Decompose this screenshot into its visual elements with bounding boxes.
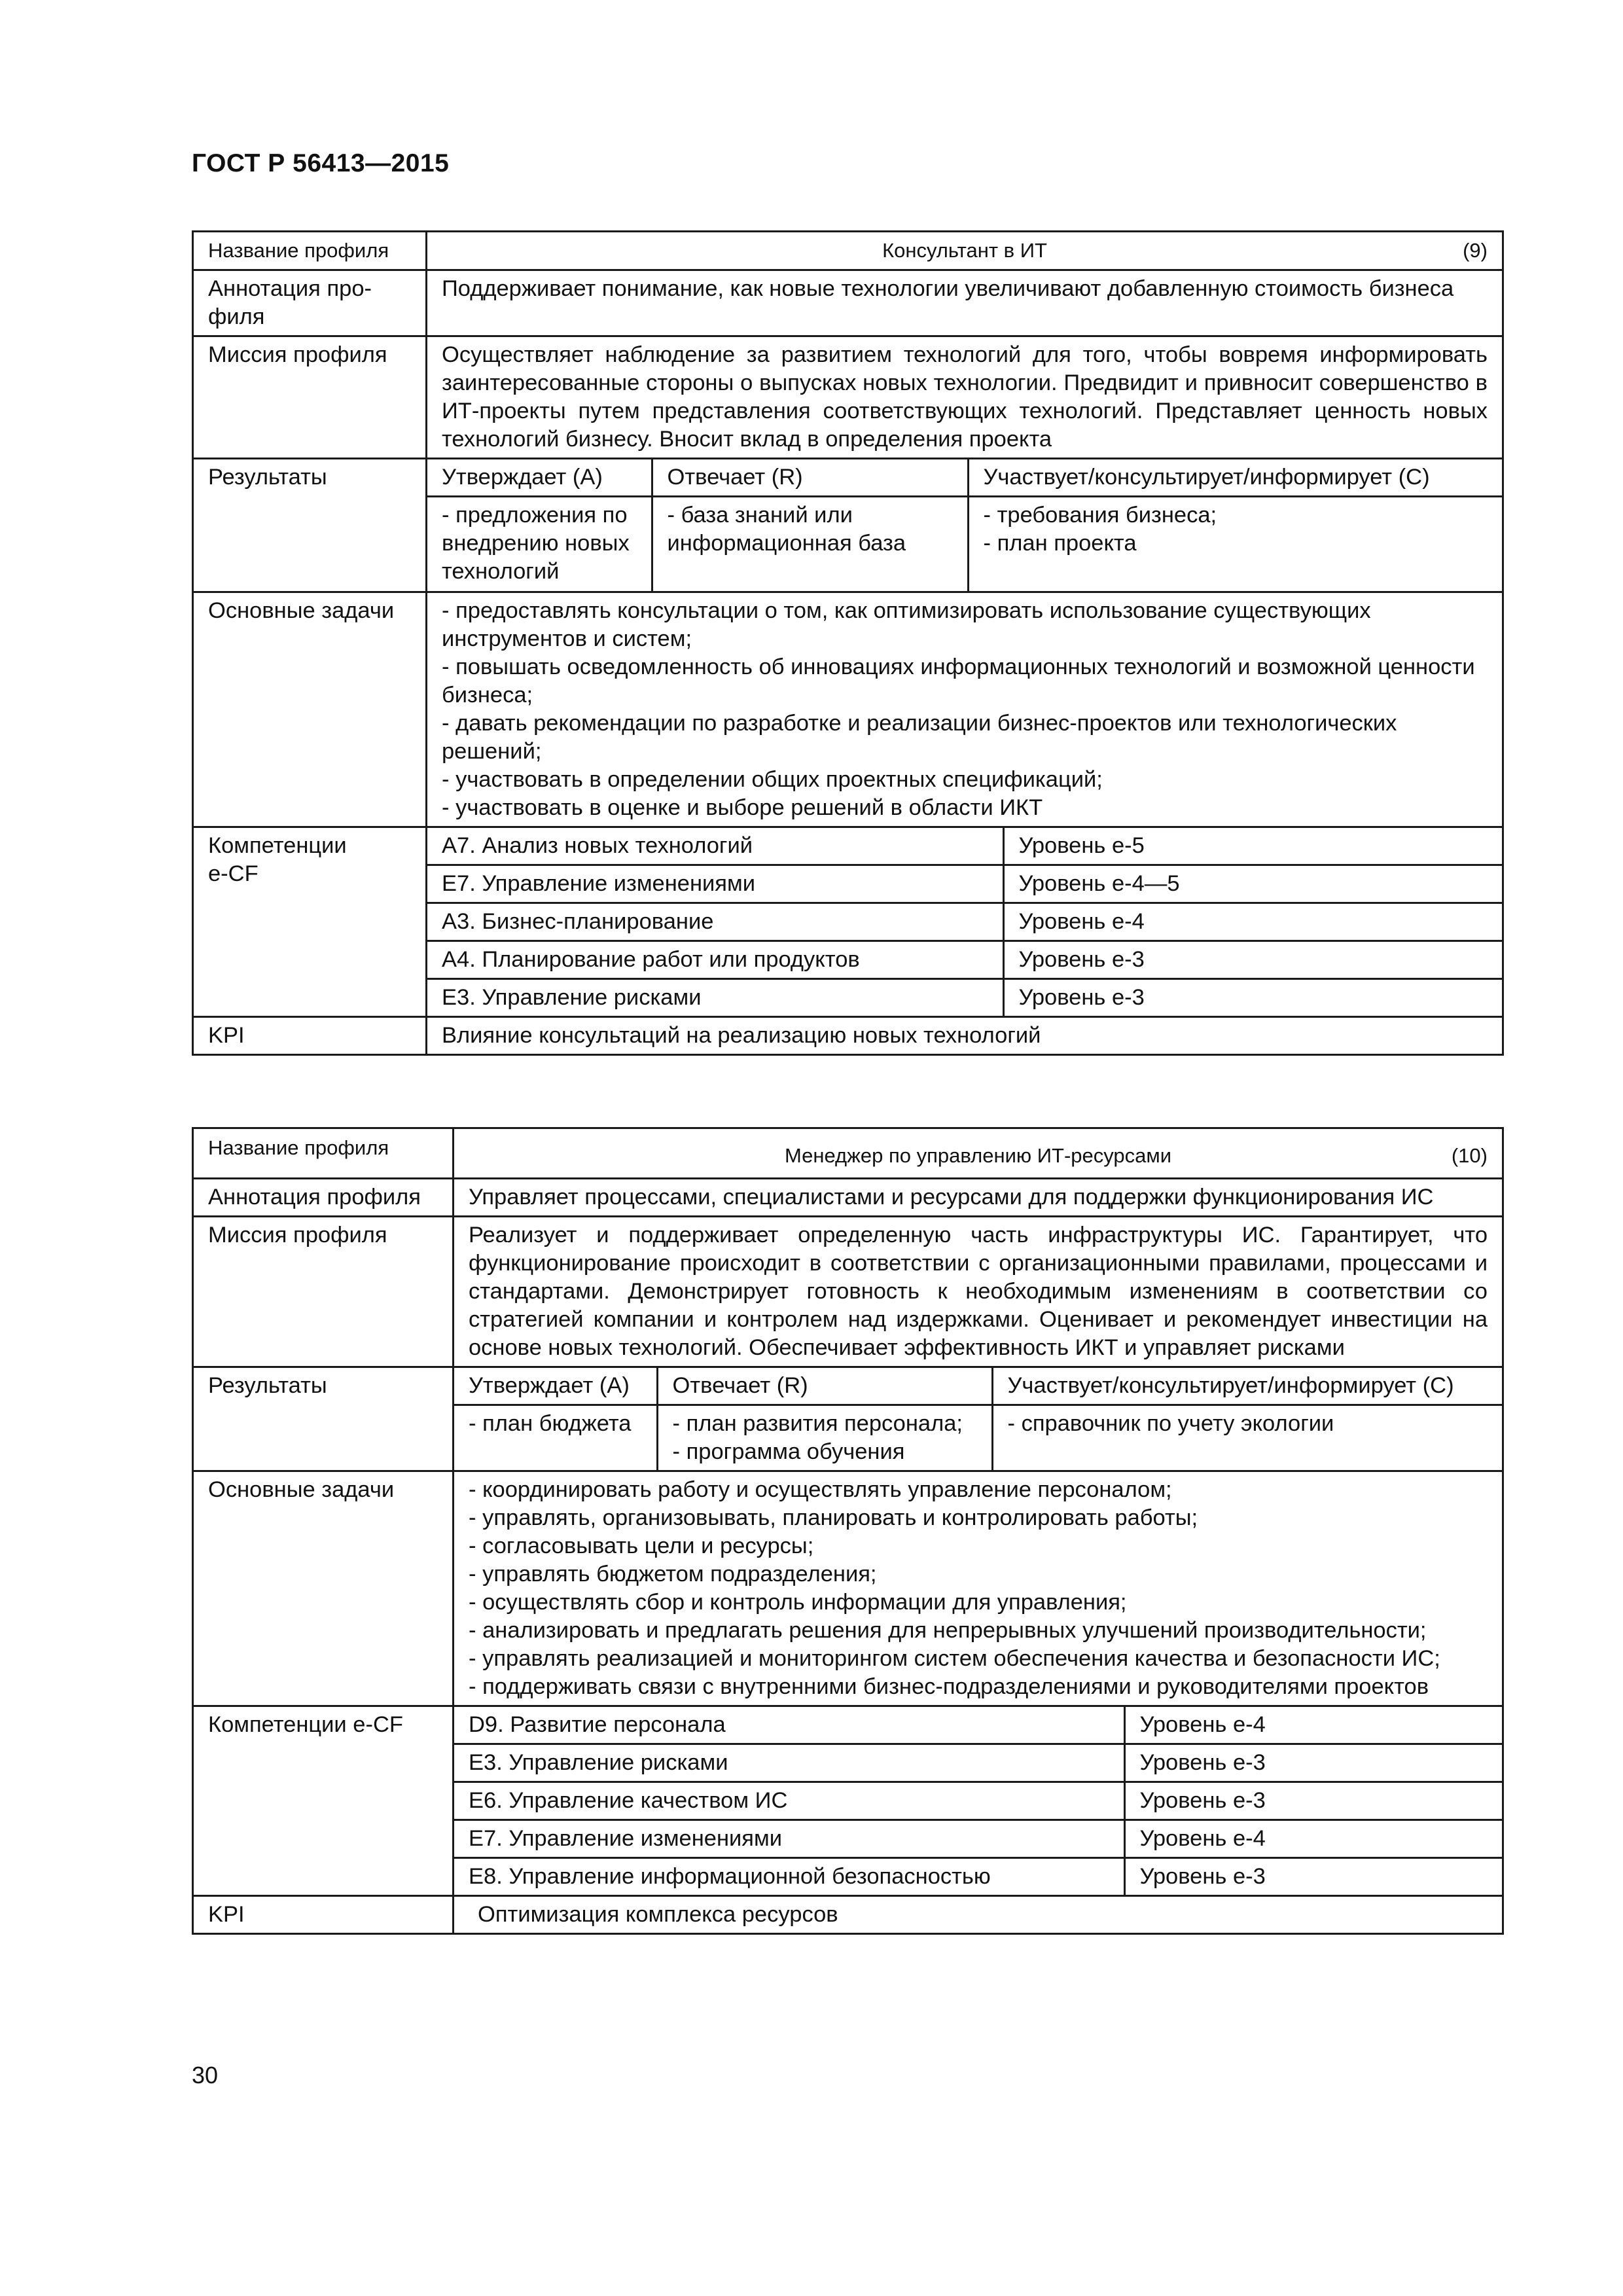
- task-item: - предоставлять консультации о том, как оптимизировать использование существующих инструментов и систем;: [442, 598, 1371, 651]
- task-item: - участвовать в оценке и выборе решений в области ИКТ: [442, 795, 1043, 820]
- annotation-text: Поддерживает понимание, как новые технологии увеличивают добавленную стоимость бизнеса: [427, 270, 1503, 336]
- task-item: - повышать осведомленность об инновациях информационных технологий и возможной ценности бизнеса;: [442, 655, 1475, 708]
- results-label: Результаты: [193, 459, 427, 592]
- competency-row: [427, 865, 1502, 903]
- kpi-label: KPI: [193, 1017, 427, 1055]
- task-item: - участвовать в определении общих проектных спецификаций;: [442, 767, 1103, 792]
- competency-name: D9. Развитие персонала: [454, 1707, 1124, 1744]
- profile-title: Консультант в ИТ: [882, 239, 1047, 262]
- annotation-label: Аннотация профиля: [193, 1179, 454, 1217]
- results-value-responsible: - план развития персонала; - программа обучения: [657, 1405, 992, 1471]
- profile-name-row: [193, 1128, 1503, 1179]
- results-header-responsible: Отвечает (R): [657, 1368, 992, 1405]
- results-header-row: [454, 1368, 1502, 1405]
- results-table: [454, 1368, 1502, 1470]
- results-value-responsible: - база знаний или информационная база: [652, 497, 968, 592]
- task-item: - управлять бюджетом подразделения;: [469, 1562, 877, 1587]
- competency-row: [454, 1858, 1502, 1895]
- results-table: [427, 459, 1502, 591]
- profile-table-consultant: [192, 230, 1504, 1056]
- annotation-text: Управляет процессами, специалистами и ресурсами для поддержки функционирования ИС: [454, 1179, 1503, 1217]
- kpi-text: Оптимизация комплекса ресурсов: [454, 1896, 1503, 1934]
- competency-name: Е8. Управление информационной безопасностью: [454, 1858, 1124, 1895]
- competency-row: [454, 1782, 1502, 1820]
- competency-row: [454, 1820, 1502, 1858]
- mission-text: Реализует и поддерживает определенную часть инфраструктуры ИС. Гарантирует, что функционирование происходит в соответствии с организационными правилами, процессами и стандартами. Демонстрирует готовность к необходимым изменениям в соответствии со стратегией компании и контролем над издержками. Оценивает и рекомендует инвестиции на основе новых технологий. Обеспечивает эффективность ИКТ и управляет рисками: [454, 1217, 1503, 1367]
- competency-name: А4. Планирование работ или продуктов: [427, 941, 1003, 979]
- results-header-responsible: Отвечает (R): [652, 459, 968, 497]
- tasks-row: [193, 1471, 1503, 1706]
- tasks-list: [454, 1471, 1503, 1706]
- mission-row: [193, 1217, 1503, 1367]
- task-item: - управлять реализацией и мониторингом систем обеспечения качества и безопасности ИС;: [469, 1646, 1440, 1671]
- document-header: ГОСТ Р 56413—2015: [192, 149, 450, 177]
- competencies-cell: [427, 827, 1503, 1017]
- profile-number: (9): [1463, 239, 1488, 262]
- mission-label: Миссия профиля: [193, 1217, 454, 1367]
- competency-level: Уровень е-3: [1003, 979, 1502, 1016]
- competency-row: [454, 1744, 1502, 1782]
- results-cell: [427, 459, 1503, 592]
- tasks-row: [193, 592, 1503, 827]
- profile-name-label: Название профиля: [193, 232, 427, 270]
- task-item: - анализировать и предлагать решения для непрерывных улучшений производительности;: [469, 1618, 1427, 1643]
- profile-name-label: Название профиля: [193, 1128, 454, 1179]
- competency-row: [427, 979, 1502, 1016]
- results-header-approves: Утверждает (А): [427, 459, 652, 497]
- results-header-consults: Участвует/консультирует/информирует (С): [992, 1368, 1502, 1405]
- profile-name-cell: [427, 232, 1503, 270]
- competency-name: Е6. Управление качеством ИС: [454, 1782, 1124, 1820]
- mission-label: Миссия профиля: [193, 336, 427, 459]
- profile-table-resource-manager: [192, 1127, 1504, 1935]
- kpi-text: Влияние консультаций на реализацию новых технологий: [427, 1017, 1503, 1055]
- task-item: - координировать работу и осуществлять управление персоналом;: [469, 1477, 1172, 1502]
- task-item: - управлять, организовывать, планировать и контролировать работы;: [469, 1505, 1198, 1530]
- tasks-label: Основные задачи: [193, 1471, 454, 1706]
- competency-row: [427, 941, 1502, 979]
- competency-level: Уровень е-3: [1003, 941, 1502, 979]
- task-item: - осуществлять сбор и контроль информации для управления;: [469, 1590, 1127, 1615]
- competencies-table: [454, 1707, 1502, 1895]
- competency-level: Уровень е-3: [1124, 1782, 1502, 1820]
- competencies-row: [193, 827, 1503, 1017]
- tasks-list: [427, 592, 1503, 827]
- competency-name: А7. Анализ новых технологий: [427, 828, 1003, 865]
- annotation-label: Аннотация про- филя: [193, 270, 427, 336]
- results-label: Результаты: [193, 1367, 454, 1471]
- competency-level: Уровень е-5: [1003, 828, 1502, 865]
- competency-name: А3. Бизнес-планирование: [427, 903, 1003, 941]
- kpi-row: [193, 1017, 1503, 1055]
- results-value-approves: - предложения по внедрению новых технологий: [427, 497, 652, 592]
- results-values-row: [427, 497, 1502, 592]
- mission-text: Осуществляет наблюдение за развитием технологий для того, чтобы вовремя информировать заинтересованные стороны о выпусках новых технологии. Предвидит и привносит совершенство в ИТ-проекты путем представления соответствующих технологий. Представляет ценность новых технологий бизнесу. Вносит вклад в определения проекта: [427, 336, 1503, 459]
- profile-name-cell: [454, 1128, 1503, 1179]
- results-value-consults: - требования бизнеса; - план проекта: [968, 497, 1502, 592]
- task-item: - поддерживать связи с внутренними бизнес-подразделениями и руководителями проектов: [469, 1674, 1429, 1699]
- results-values-row: [454, 1405, 1502, 1471]
- results-header-row: [427, 459, 1502, 497]
- profile-number: (10): [1451, 1144, 1488, 1167]
- competency-name: Е3. Управление рисками: [427, 979, 1003, 1016]
- competency-level: Уровень е-3: [1124, 1744, 1502, 1782]
- kpi-label: KPI: [193, 1896, 454, 1934]
- annotation-row: [193, 1179, 1503, 1217]
- competencies-label: Компетенции е-CF: [193, 1706, 454, 1896]
- competency-name: Е3. Управление рисками: [454, 1744, 1124, 1782]
- competency-level: Уровень е-4: [1124, 1820, 1502, 1858]
- competencies-table: [427, 828, 1502, 1016]
- annotation-row: [193, 270, 1503, 336]
- competency-level: Уровень е-4—5: [1003, 865, 1502, 903]
- competency-level: Уровень е-3: [1124, 1858, 1502, 1895]
- results-value-consults: - справочник по учету экологии: [992, 1405, 1502, 1471]
- mission-row: [193, 336, 1503, 459]
- competency-row: [427, 828, 1502, 865]
- competency-row: [454, 1707, 1502, 1744]
- results-cell: [454, 1367, 1503, 1471]
- page-number: 30: [192, 2062, 219, 2089]
- kpi-row: [193, 1896, 1503, 1934]
- competencies-label: Компетенции e-CF: [193, 827, 427, 1017]
- competency-level: Уровень е-4: [1003, 903, 1502, 941]
- results-row: [193, 1367, 1503, 1471]
- results-header-consults: Участвует/консультирует/информирует (С): [968, 459, 1502, 497]
- competencies-row: [193, 1706, 1503, 1896]
- profile-name-row: [193, 232, 1503, 270]
- tasks-label: Основные задачи: [193, 592, 427, 827]
- task-item: - согласовывать цели и ресурсы;: [469, 1534, 814, 1558]
- competency-name: Е7. Управление изменениями: [427, 865, 1003, 903]
- competency-name: Е7. Управление изменениями: [454, 1820, 1124, 1858]
- profile-title: Менеджер по управлению ИТ-ресурсами: [784, 1144, 1172, 1167]
- competency-row: [427, 903, 1502, 941]
- results-row: [193, 459, 1503, 592]
- competency-level: Уровень е-4: [1124, 1707, 1502, 1744]
- results-value-approves: - план бюджета: [454, 1405, 657, 1471]
- task-item: - давать рекомендации по разработке и реализации бизнес-проектов или технологических решений;: [442, 711, 1397, 764]
- competencies-cell: [454, 1706, 1503, 1896]
- results-header-approves: Утверждает (А): [454, 1368, 657, 1405]
